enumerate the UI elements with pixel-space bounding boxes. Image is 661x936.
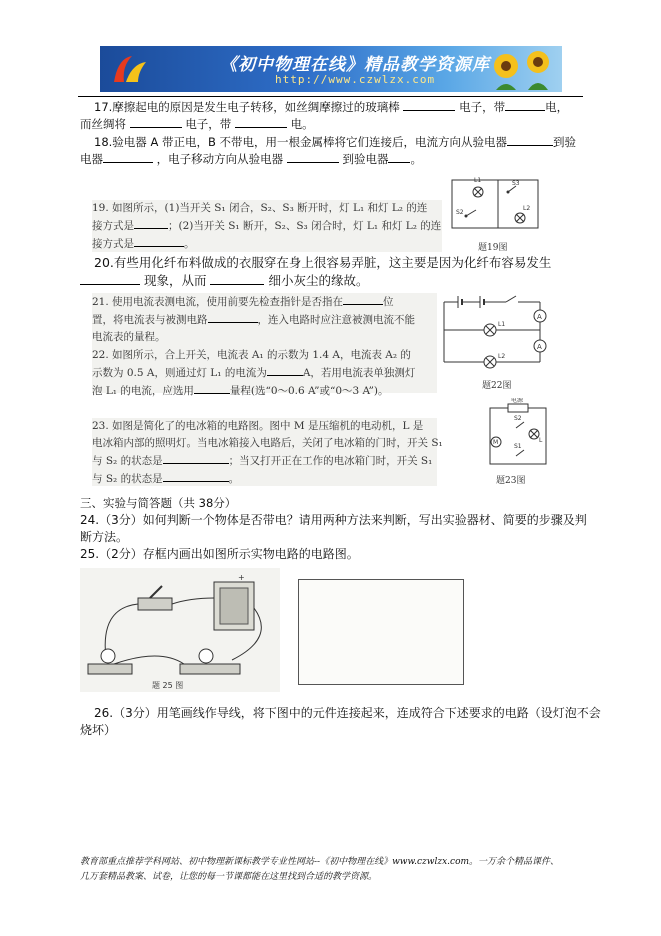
- svg-text:M: M: [493, 439, 499, 446]
- footer-line1: 教育部重点推荐学科网站、初中物理新课标教学专业性网站--《初中物理在线》www.czwlzx.com。一万余个精品课件、: [80, 857, 560, 867]
- svg-text:S2: S2: [456, 209, 464, 216]
- svg-text:L1: L1: [474, 177, 482, 184]
- q20-line1: 20.有些用化纤布料做成的衣服穿在身上很容易弄脏，这主要是因为化纤布容易发生: [94, 255, 552, 270]
- q22-text3: 泡 L₁ 的电流，应选用 量程(选“0～0.6 A”或“0～3 A”)。: [92, 382, 437, 400]
- q22-text2: 示数为 0.5 A，则通过灯 L₁ 的电流为 A，若用电流表单独测灯: [92, 364, 437, 382]
- q18-line2: 电器 ，电子移动方向从验电器 到验电器 。: [80, 152, 422, 166]
- q21-blank2[interactable]: [208, 311, 258, 323]
- q18-blank3[interactable]: [287, 151, 339, 163]
- q22-text1: 22. 如图所示，合上开关，电流表 A₁ 的示数为 1.4 A，电流表 A₂ 的: [92, 349, 411, 361]
- q25-answer-box[interactable]: [298, 579, 464, 685]
- q26-line1: 26.（3分）用笔画线作导线，将下图中的元件连接起来，连成符合下述要求的电路（设灯泡不会: [94, 706, 601, 720]
- q23-blank2[interactable]: [163, 470, 229, 482]
- q25-caption: 题 25 图: [152, 681, 184, 690]
- q25-text: 25.（2分）存框内画出如图所示实物电路的电路图。: [80, 547, 359, 561]
- q23-text3: 与 S₂ 的状态是 ；当又打开正在工作的电冰箱门时，开关 S₁: [92, 452, 437, 470]
- q23-circuit-diagram: [486, 398, 551, 470]
- q21-text2: 置，将电流表与被测电路 ，连入电路时应注意被测电流不能: [92, 311, 437, 329]
- svg-text:S3: S3: [512, 180, 520, 187]
- svg-text:A: A: [537, 313, 542, 321]
- q17-line2: 而丝绸将 电子，带 电。: [80, 117, 314, 131]
- banner-title: 《初中物理在线》精品教学资源库: [220, 55, 490, 75]
- q17-line1: 17.摩擦起电的原因是发生电子转移，如丝绸摩擦过的玻璃棒 电子，带 电，: [94, 100, 569, 114]
- q18-blank4[interactable]: [388, 151, 410, 163]
- q25-physical-circuit: [80, 568, 280, 692]
- site-logo-icon: [108, 52, 150, 86]
- q23-blank1[interactable]: [163, 452, 229, 464]
- q23-text1: 23. 如图是简化了的电冰箱的电路图。图中 M 是压缩机的电动机，L 是: [92, 420, 424, 432]
- q17-blank2[interactable]: [505, 99, 545, 111]
- footer: [80, 855, 585, 885]
- q23-block: [92, 418, 443, 486]
- q21-text1: 21. 使用电流表测电流，使用前要先检查指针是否指在 位: [92, 293, 437, 311]
- q22-circuit-diagram: [440, 290, 550, 380]
- q18-blank1[interactable]: [507, 134, 553, 146]
- q21-text3: 电流表的量程。: [92, 331, 166, 343]
- svg-text:L2: L2: [523, 205, 531, 212]
- header-rule: [78, 96, 583, 97]
- svg-text:L2: L2: [498, 353, 506, 360]
- svg-text:L: L: [539, 437, 543, 444]
- section3-heading: 三、实验与简答题（共 38分）: [80, 496, 237, 510]
- q21-q22-block: [92, 293, 437, 397]
- q24-line1: 24.（3分）如何判断一个物体是否带电？请用两种方法来判断，写出实验器材、简要的步骤及判: [80, 513, 587, 527]
- q24-line2: 断方法。: [80, 530, 129, 544]
- q23-power-label: 电源: [511, 398, 524, 404]
- q23-text2: 电冰箱内部的照明灯。当电冰箱接入电路后，关闭了电冰箱的门时，开关 S₁: [92, 437, 443, 449]
- q19-text3: 接方式是 。: [92, 235, 442, 253]
- q22-blank1[interactable]: [267, 364, 303, 376]
- q26-line2: 烧坏）: [80, 723, 117, 737]
- q18-blank2[interactable]: [103, 151, 153, 163]
- svg-text:S1: S1: [514, 443, 522, 450]
- q20-blank2[interactable]: [210, 273, 264, 285]
- q19-caption: 题19图: [478, 243, 508, 253]
- footer-line2: 几万套精品教案、试卷，让您的每一节课都能在这里找到合适的教学资源。: [80, 872, 378, 882]
- q17-blank4[interactable]: [235, 116, 287, 128]
- q23-caption: 题23图: [496, 476, 526, 486]
- q22-blank2[interactable]: [194, 382, 230, 394]
- q19-block: [92, 200, 442, 252]
- q22-caption: 题22图: [482, 381, 512, 391]
- header-banner: [100, 46, 562, 92]
- q19-text2: 接方式是 ；(2)当开关 S₁ 断开，S₂、S₃ 闭合时，灯 L₁ 和灯 L₂ 的连: [92, 217, 442, 235]
- svg-text:L1: L1: [498, 321, 506, 328]
- q19-circuit-diagram: [448, 170, 543, 242]
- q18-line1: 18.验电器 A 带正电，B 不带电，用一根金属棒将它们连接后，电流方向从验电器 到验: [94, 135, 577, 149]
- q19-text1: 19. 如图所示，(1)当开关 S₁ 闭合，S₂、S₃ 断开时，灯 L₁ 和灯 L₂ 的连: [92, 202, 428, 214]
- svg-text:A: A: [537, 343, 542, 351]
- q20-blank1[interactable]: [80, 273, 140, 285]
- sunflower-icon: [486, 48, 556, 90]
- svg-text:+: +: [238, 573, 245, 582]
- svg-text:S2: S2: [514, 415, 522, 422]
- q17-blank3[interactable]: [130, 116, 182, 128]
- q17-blank1[interactable]: [403, 99, 455, 111]
- q21-blank1[interactable]: [343, 293, 383, 305]
- banner-url[interactable]: http://www.czwlzx.com: [275, 73, 436, 86]
- q19-blank2[interactable]: [134, 235, 184, 247]
- q23-text4: 与 S₂ 的状态是 。: [92, 470, 437, 488]
- q19-blank1[interactable]: [134, 217, 168, 229]
- q20-line2: 现象，从而 细小灰尘的缘故。: [80, 273, 368, 289]
